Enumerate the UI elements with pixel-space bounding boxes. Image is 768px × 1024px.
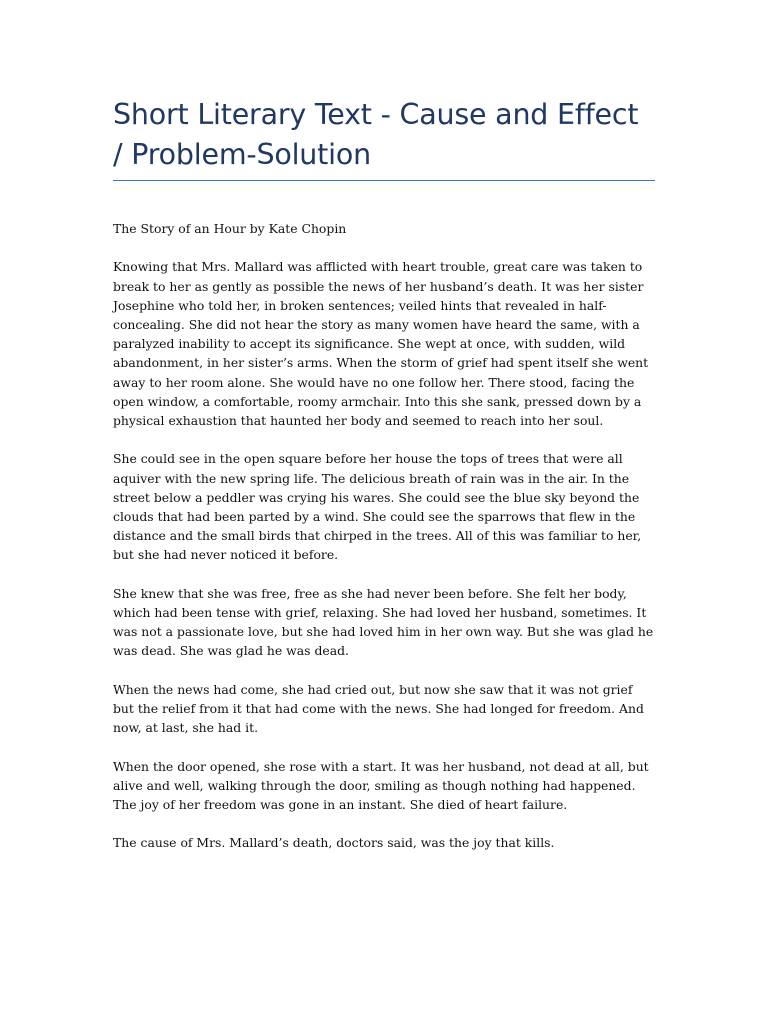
paragraph-6: The cause of Mrs. Mallard’s death, doctors said, was the joy that kills. xyxy=(113,835,555,851)
document-title: Short Literary Text - Cause and Effect / Problem-Solution xyxy=(113,98,639,171)
title-underline-rule xyxy=(113,180,655,181)
paragraph-3: She knew that she was free, free as she had never been before. She felt her body, which had been tense with grief, relaxing. She had loved her husband, sometimes. It was not a passionate love, but she had loved him in her own way. But she was glad he was dead. She was glad he was dead. xyxy=(113,585,654,659)
document-body xyxy=(113,219,655,872)
paragraph-2: She could see in the open square before her house the tops of trees that were all aquiver with the new spring life. The delicious breath of rain was in the air. In the street below a peddler was crying his wares. She could see the blue sky beyond the clouds that had been parted by a wind. She could see the sparrows that flew in the distance and the small birds that chirped in the trees. All of this was familiar to her, but she had never noticed it before. xyxy=(113,451,642,563)
story-heading: The Story of an Hour by Kate Chopin xyxy=(113,221,347,236)
paragraph-5: When the door opened, she rose with a start. It was her husband, not dead at all, but alive and well, walking through the door, smiling as though nothing had happened. The joy of her freedom was gone in an instant. She died of heart failure. xyxy=(113,758,649,813)
paragraph-1: Knowing that Mrs. Mallard was afflicted with heart trouble, great care was taken to break to her as gently as possible the news of her husband’s death. It was her sister Josephine who told her, in broken sentences; veiled hints that revealed in half-concealing. She did not hear the story as many women have heard the same, with a paralyzed inability to accept its significance. She wept at once, with sudden, wild abandonment, in her sister’s arms. When the storm of grief had spent itself she went away to her room alone. She would have no one follow her. There stood, facing the open window, a comfortable, roomy armchair. Into this she sank, pressed down by a physical exhaustion that haunted her body and seemed to reach into her soul. xyxy=(113,259,649,429)
paragraph-4: When the news had come, she had cried out, but now she saw that it was not grief but the relief from it that had come with the news. She had longed for freedom. And now, at last, she had it. xyxy=(113,681,644,736)
